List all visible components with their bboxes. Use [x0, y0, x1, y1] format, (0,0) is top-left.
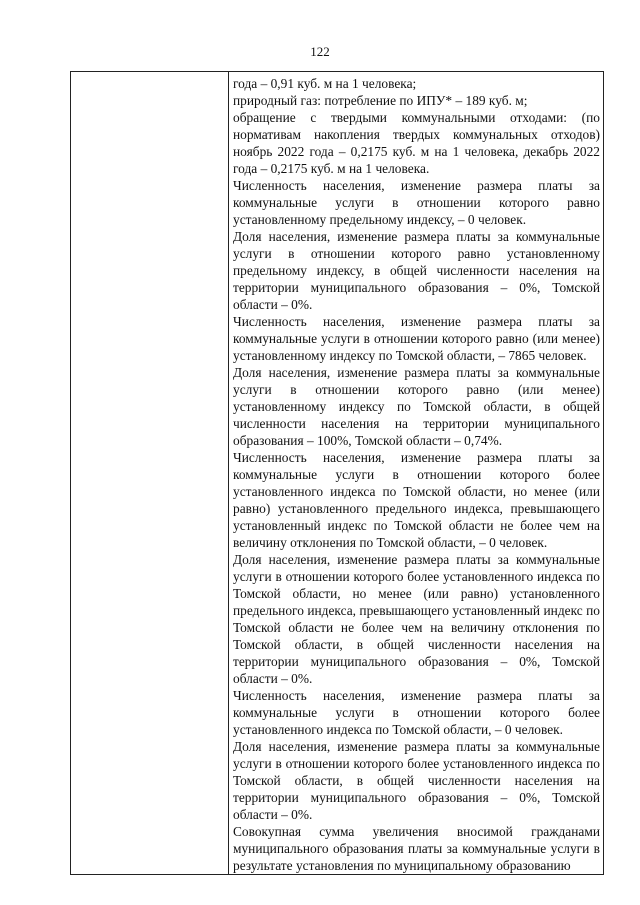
paragraph: Численность населения, изменение размера платы за коммунальные услуги в отношении которого равно установленному предельному индексу, – 0 человек.	[233, 178, 600, 227]
paragraph: года – 0,91 куб. м на 1 человека;	[233, 76, 417, 91]
table-cell-left	[71, 72, 229, 875]
table-cell-right	[229, 72, 604, 875]
paragraph: Доля населения, изменение размера платы за коммунальные услуги в отношении которого равно (или менее) установленному индексу по Томской области, в общей численности населения на территории муниципального образования – 100%, Томской области – 0,74%.	[233, 365, 600, 448]
paragraph: Доля населения, изменение размера платы за коммунальные услуги в отношении которого более установленного индекса по Томской области, но менее (или равно) установленного предельного индекса, превышающего установленный индекс по Томской области не более чем на величину отклонения по Томской области, в общей численности населения на территории муниципального образования – 0%, Томской области – 0%.	[233, 552, 600, 686]
paragraph: Численность населения, изменение размера платы за коммунальные услуги в отношении которого равно (или менее) установленному индексу по Томской области, – 7865 человек.	[233, 314, 600, 363]
paragraph: Численность населения, изменение размера платы за коммунальные услуги в отношении которого более установленного индекса по Томской области, – 0 человек.	[233, 688, 600, 737]
page-number: 122	[310, 44, 330, 59]
paragraph: Совокупная сумма увеличения вносимой гражданами муниципального образования платы за коммунальные услуги в результате установления по муниципальному образованию	[233, 824, 600, 873]
paragraph: природный газ: потребление по ИПУ* – 189 куб. м;	[233, 93, 528, 108]
paragraph: Доля населения, изменение размера платы за коммунальные услуги в отношении которого равно установленному предельному индексу, в общей численности населения на территории муниципального образования – 0%, Томской области – 0%.	[233, 229, 600, 312]
table-row	[71, 72, 604, 875]
paragraph: обращение с твердыми коммунальными отходами: (по нормативам накопления твердых коммунальных отходов) ноябрь 2022 года – 0,2175 куб. м на 1 человека, декабрь 2022 года – 0,2175 куб. м на 1 человека.	[233, 110, 600, 176]
cell-text	[229, 72, 603, 874]
document-table	[70, 71, 604, 875]
paragraph: Доля населения, изменение размера платы за коммунальные услуги в отношении которого более установленного индекса по Томской области, в общей численности населения на территории муниципального образования – 0%, Томской области – 0%.	[233, 739, 600, 822]
paragraph: Численность населения, изменение размера платы за коммунальные услуги в отношении которого более установленного индекса по Томской области, но менее (или равно) установленного предельного индекса, превышающего установленный индекс по Томской области не более чем на величину отклонения по Томской области, – 0 человек.	[233, 450, 600, 550]
